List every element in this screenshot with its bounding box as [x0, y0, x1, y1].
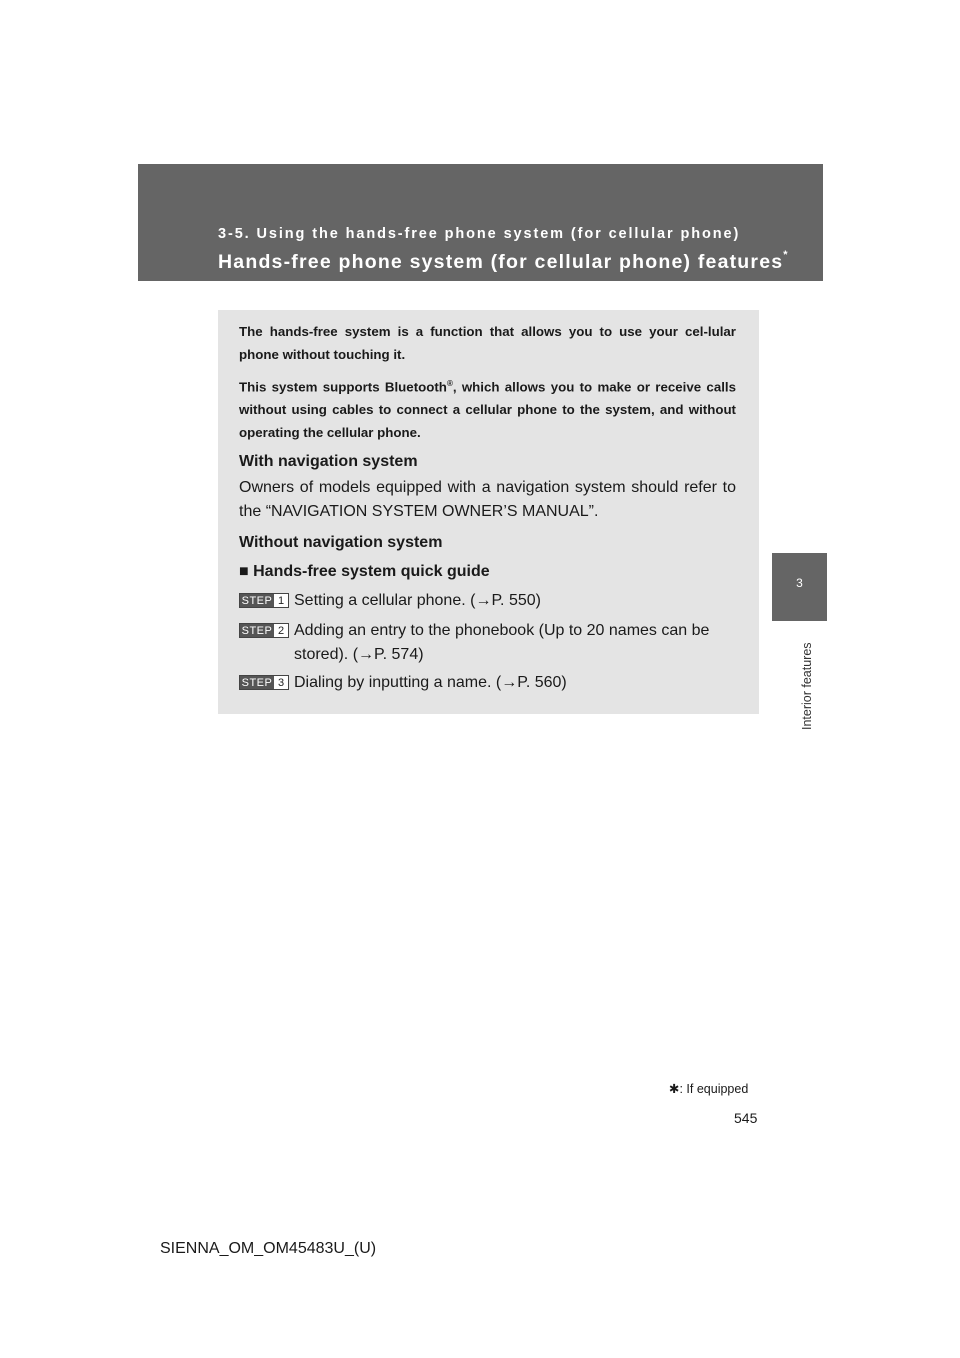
page-title-text: Hands-free phone system (for cellular phone) features [218, 251, 784, 273]
step-number: 1 [274, 594, 288, 607]
step-1-badge [239, 593, 289, 608]
step-3-badge [239, 675, 289, 690]
step-label: STEP [241, 677, 273, 689]
no-nav-heading: Without navigation system [239, 534, 443, 551]
step-label: STEP [241, 595, 273, 607]
step-1-text: Setting a cellular phone. (→P. 550) [294, 592, 541, 609]
section-label: 3-5. Using the hands-free phone system (for cellular phone) [218, 226, 741, 242]
step-number: 3 [274, 676, 288, 689]
page-title [218, 248, 789, 274]
footnote: ✱: If equipped [669, 1082, 749, 1096]
step-label: STEP [241, 625, 273, 637]
equipment-asterisk: * [783, 248, 789, 261]
nav-heading: With navigation system [239, 453, 418, 470]
registered-mark: ® [446, 379, 453, 388]
intro-p2-before: This system supports Bluetooth [239, 379, 447, 395]
page-number: 545 [734, 1110, 758, 1126]
step-2-text: Adding an entry to the phonebook (Up to 20 names can be stored). (→P. 574) [294, 622, 710, 663]
step-2-badge [239, 623, 289, 638]
step-number: 2 [274, 624, 288, 637]
step-3-text: Dialing by inputting a name. (→P. 560) [294, 674, 567, 691]
chapter-number: 3 [796, 576, 803, 590]
nav-text: Owners of models equipped with a navigation system should refer to the “NAVIGATION SYSTEM OWNER’S MANUAL”. [239, 479, 736, 520]
intro-paragraph-1: The hands-free system is a function that allows you to use your cel-lular phone without touching it. [239, 324, 736, 362]
intro-paragraph-2 [239, 372, 736, 444]
quick-guide-heading: ■ Hands-free system quick guide [239, 563, 490, 580]
intro-p2-after: , which allows you to make or receive calls without using cables to connect a cellular phone to the system, and without operating the cellular phone. [239, 379, 737, 441]
chapter-tab[interactable] [772, 553, 827, 621]
chapter-side-label: Interior features [800, 642, 814, 730]
document-code: SIENNA_OM_OM45483U_(U) [160, 1240, 377, 1257]
